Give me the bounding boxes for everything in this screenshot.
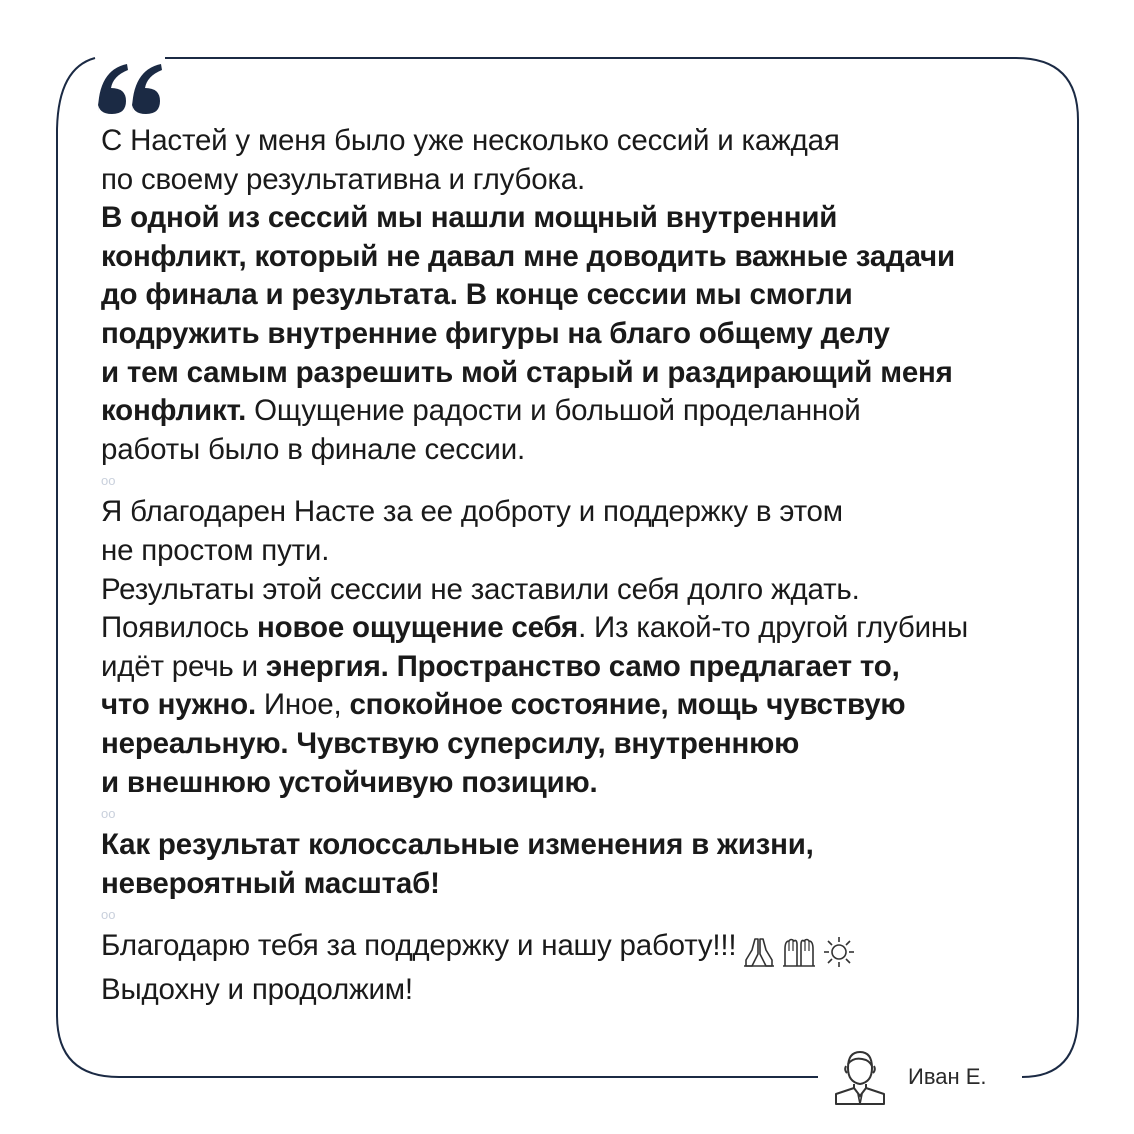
- text-line: Я благодарен Насте за ее доброту и поддержку в этом: [101, 495, 843, 529]
- text-line: Появилось новое ощущение себя. Из какой-то другой глубины: [101, 611, 968, 645]
- text-line: и тем самым разрешить мой старый и раздирающий меня: [101, 355, 953, 389]
- text-line: идёт речь и энергия. Пространство само предлагает то,: [101, 649, 900, 683]
- raised-hands-icon: [780, 935, 818, 969]
- text-line: нереальную. Чувствую суперсилу, внутреннюю: [101, 726, 800, 760]
- separator-dots: oo: [101, 473, 116, 489]
- text-line: невероятный масштаб!: [101, 866, 440, 900]
- text-line: что нужно. Иное, спокойное состояние, мощь чувствую: [101, 688, 906, 722]
- separator-dots: oo: [101, 907, 116, 923]
- text-line: и внешнюю устойчивую позицию.: [101, 765, 598, 799]
- text-line: не простом пути.: [101, 533, 330, 567]
- emoji-group: [742, 932, 860, 971]
- folded-hands-icon: [742, 936, 776, 968]
- text-line: конфликт. Ощущение радости и большой проделанной: [101, 394, 861, 428]
- text-line: В одной из сессий мы нашли мощный внутренний: [101, 201, 838, 235]
- text-line: Результаты этой сессии не заставили себя долго ждать.: [101, 572, 860, 606]
- testimonial-text: [101, 122, 1091, 1009]
- author-block: [832, 1047, 987, 1107]
- quote-mark-icon: [96, 18, 164, 136]
- text-line: до финала и результата. В конце сессии мы смогли: [101, 278, 853, 312]
- text-line: подружить внутренние фигуры на благо общему делу: [101, 316, 890, 350]
- text-line: конфликт, который не давал мне доводить важные задачи: [101, 239, 955, 273]
- text-line: Благодарю тебя за поддержку и нашу работу!!!: [101, 927, 1091, 971]
- separator-dots: oo: [101, 806, 116, 822]
- person-icon: [832, 1048, 888, 1106]
- text-line: С Настей у меня было уже несколько сессий и каждая: [101, 124, 840, 157]
- text-line: работы было в финале сессии.: [101, 432, 525, 466]
- sparkle-icon: [822, 935, 856, 969]
- text-line: Выдохну и продолжим!: [101, 972, 413, 1006]
- text-line: Как результат колоссальные изменения в жизни,: [101, 828, 814, 862]
- text-line: по своему результативна и глубока.: [101, 162, 586, 196]
- author-name: Иван Е.: [908, 1064, 987, 1089]
